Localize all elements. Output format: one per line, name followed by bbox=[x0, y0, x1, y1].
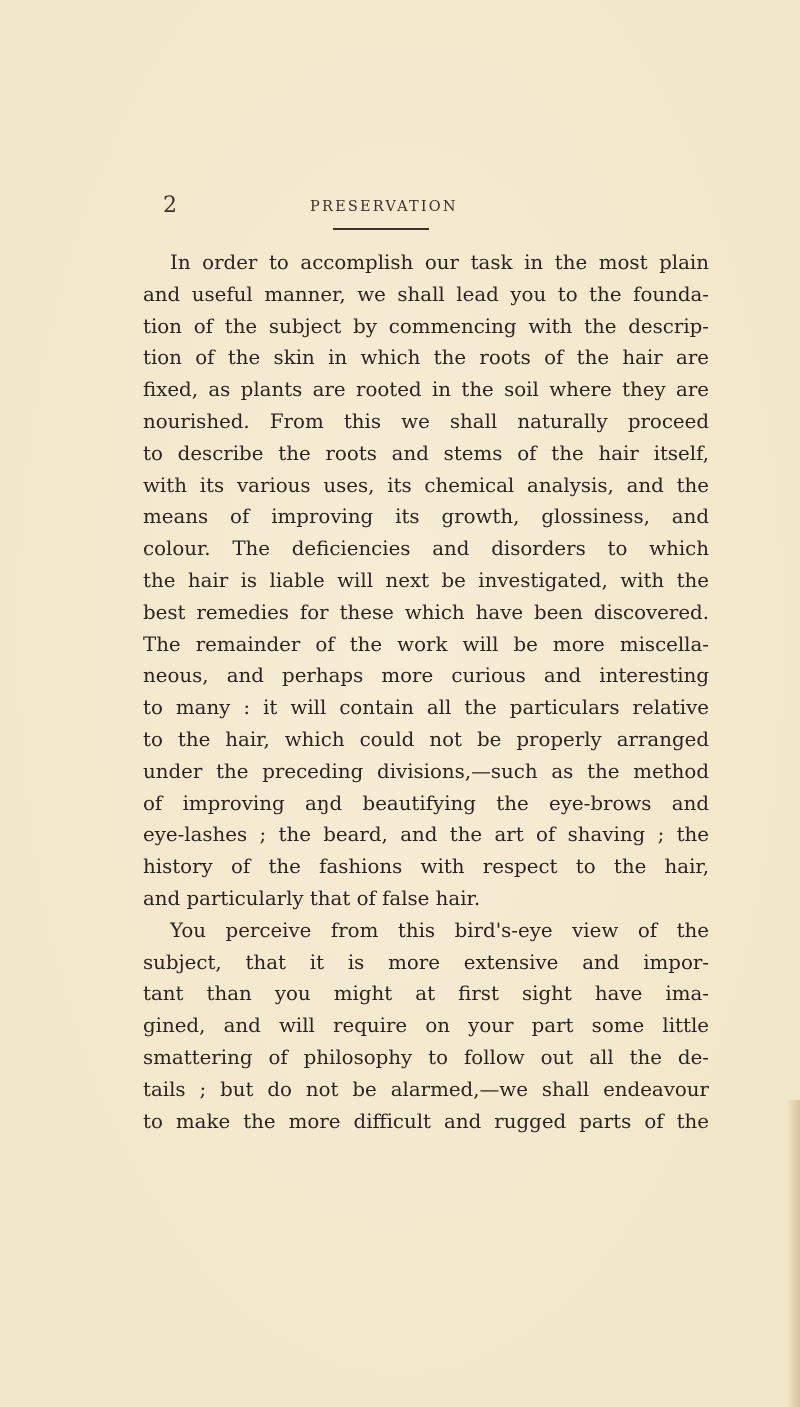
text-line: neous, and perhaps more curious and interesting bbox=[143, 664, 709, 688]
page-number: 2 bbox=[163, 193, 177, 218]
header-rule bbox=[333, 228, 429, 230]
text-line: colour. The deficiencies and disorders to which bbox=[143, 537, 709, 561]
text-line: to describe the roots and stems of the hair itself, bbox=[143, 441, 709, 465]
running-head: PRESERVATION bbox=[310, 199, 458, 215]
text-line: gined, and will require on your part some little bbox=[143, 1014, 709, 1038]
text-line: to make the more difficult and rugged parts of the bbox=[143, 1109, 709, 1133]
page-edge-shadow bbox=[786, 1100, 800, 1407]
text-line: The remainder of the work will be more miscella- bbox=[143, 632, 709, 656]
text-line: of improving aŋd beautifying the eye-brows and bbox=[143, 791, 709, 815]
text-line: means of improving its growth, glossiness, and bbox=[143, 505, 709, 529]
text-line: eye-lashes ; the beard, and the art of shaving ; the bbox=[143, 823, 709, 847]
text-line: with its various uses, its chemical analysis, and the bbox=[143, 473, 709, 497]
text-line: history of the fashions with respect to the hair, bbox=[143, 855, 709, 879]
text-line: tant than you might at first sight have ima- bbox=[143, 982, 709, 1006]
page-header bbox=[0, 0, 800, 230]
text-line: under the preceding divisions,—such as the method bbox=[143, 759, 709, 783]
text-line: smattering of philosophy to follow out all the de- bbox=[143, 1045, 709, 1069]
text-line: tion of the subject by commencing with the descrip- bbox=[143, 314, 709, 338]
text-line: best remedies for these which have been discovered. bbox=[143, 600, 709, 624]
text-line: fixed, as plants are rooted in the soil where they are bbox=[143, 378, 709, 402]
body-text bbox=[143, 247, 709, 1357]
text-line: tails ; but do not be alarmed,—we shall endeavour bbox=[143, 1077, 709, 1101]
text-line: to many : it will contain all the particulars relative bbox=[143, 696, 709, 720]
text-line: subject, that it is more extensive and impor- bbox=[143, 950, 709, 974]
text-line: to the hair, which could not be properly arranged bbox=[143, 727, 709, 751]
text-line: nourished. From this we shall naturally proceed bbox=[143, 409, 709, 433]
text-line: and particularly that of false hair. bbox=[143, 886, 481, 910]
text-line: the hair is liable will next be investigated, with the bbox=[143, 568, 709, 592]
text-line: and useful manner, we shall lead you to the founda- bbox=[143, 282, 709, 306]
text-line: In order to accomplish our task in the most plain bbox=[170, 251, 709, 274]
text-line: You perceive from this bird's-eye view of the bbox=[170, 918, 709, 942]
text-line: tion of the skin in which the roots of the hair are bbox=[143, 346, 709, 370]
